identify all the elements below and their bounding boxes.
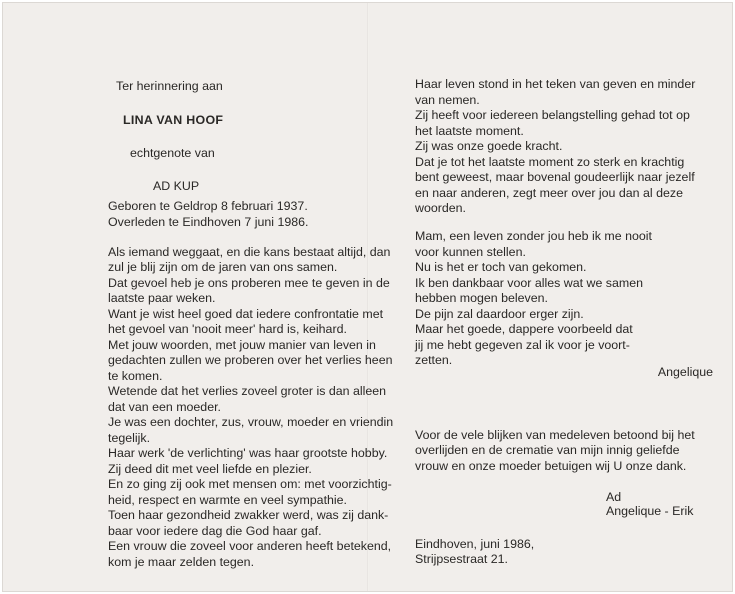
tribute-line: en naar anderen, zegt meer over jou dan al deze	[415, 186, 683, 200]
letter-line: hebben mogen beleven.	[415, 291, 548, 305]
poem-line: Je was een dochter, zus, vrouw, moeder en vriendin	[108, 415, 394, 429]
address: Strijpsestraat 21.	[415, 552, 508, 566]
poem-line: te komen.	[108, 369, 163, 383]
letter-line: De pijn zal daardoor erger zijn.	[415, 307, 584, 321]
signature-children: Angelique - Erik	[606, 504, 694, 518]
poem-line: Een vrouw die zoveel voor anderen heeft betekend,	[108, 539, 392, 553]
signature-ad: Ad	[606, 490, 622, 504]
letter-line: Maar het goede, dappere voorbeeld dat	[415, 322, 633, 336]
poem-line: Wetende dat het verlies zoveel groter is dan alleen	[108, 384, 387, 398]
poem-line: zul je blij zijn om de jaren van ons samen.	[108, 260, 338, 274]
deceased-name: LINA VAN HOOF	[123, 113, 224, 127]
poem-line: heid, respect en warmte en veel sympathie.	[108, 493, 347, 507]
letter-line: voor kunnen stellen.	[415, 245, 526, 259]
poem-line: En zo ging zij ook met mensen om: met voorzichtig-	[108, 477, 392, 491]
poem-line: gedachten zullen we proberen over het verlies heen	[108, 353, 393, 367]
letter-line: Nu is het er toch van gekomen.	[415, 260, 587, 274]
thanks-line: overlijden en de crematie van mijn innig geliefde	[415, 443, 680, 457]
letter-line: jij me hebt gegeven zal ik voor je voort-	[415, 338, 630, 352]
thanks-line: vrouw en onze moeder betuigen wij U onze dank.	[415, 459, 687, 473]
poem-line: laatste paar weken.	[108, 291, 216, 305]
tribute-line: Haar leven stond in het teken van geven en minder	[415, 77, 696, 91]
letter-line: Mam, een leven zonder jou heb ik me nooit	[415, 229, 652, 243]
tribute-line: van nemen.	[415, 93, 480, 107]
poem-line: Toen haar gezondheid zwakker werd, was zij dank-	[108, 508, 389, 522]
tribute-line: woorden.	[415, 201, 466, 215]
poem-line: tegelijk.	[108, 431, 151, 445]
letter-signature: Angelique	[657, 365, 713, 379]
poem-line: Haar werk 'de verlichting' was haar grootste hobby.	[108, 446, 388, 460]
spouse-name: AD KUP	[153, 179, 200, 193]
poem-line: Met jouw woorden, met jouw manier van leven in	[108, 338, 376, 352]
poem-line: Dat gevoel heb je ons proberen mee te geven in de	[108, 276, 390, 290]
card-fold	[367, 3, 369, 591]
tribute-line: Dat je tot het laatste moment zo sterk en krachtig	[415, 155, 685, 169]
place-date: Eindhoven, juni 1986,	[415, 537, 535, 551]
poem-line: dat van een moeder.	[108, 400, 221, 414]
poem-line: Als iemand weggaat, en die kans bestaat altijd, dan	[108, 245, 391, 259]
poem-line: kom je maar zelden tegen.	[108, 555, 255, 569]
tribute-line: het laatste moment.	[415, 124, 524, 138]
letter-line: zetten.	[415, 353, 453, 367]
thanks-line: Voor de vele blijken van medeleven betoond bij het	[415, 428, 695, 442]
intro-text: Ter herinnering aan	[116, 79, 223, 93]
poem-line: Zij deed dit met veel liefde en plezier.	[108, 462, 312, 476]
spouse-intro: echtgenote van	[130, 146, 215, 160]
died-line: Overleden te Eindhoven 7 juni 1986.	[108, 215, 309, 229]
letter-line: Ik ben dankbaar voor alles wat we samen	[415, 276, 643, 290]
memorial-card	[2, 2, 733, 592]
born-line: Geboren te Geldrop 8 februari 1937.	[108, 199, 308, 213]
poem-line: het gevoel van 'nooit meer' hard is, keihard.	[108, 322, 347, 336]
tribute-line: Zij was onze goede kracht.	[415, 139, 563, 153]
tribute-line: Zij heeft voor iedereen belangstelling gehad tot op	[415, 108, 690, 122]
poem-line: baar voor iedere dag die God haar gaf.	[108, 524, 322, 538]
tribute-line: bent geweest, maar bovenal goudeerlijk naar jezelf	[415, 170, 695, 184]
poem-line: Want je wist heel goed dat iedere confrontatie met	[108, 307, 384, 321]
